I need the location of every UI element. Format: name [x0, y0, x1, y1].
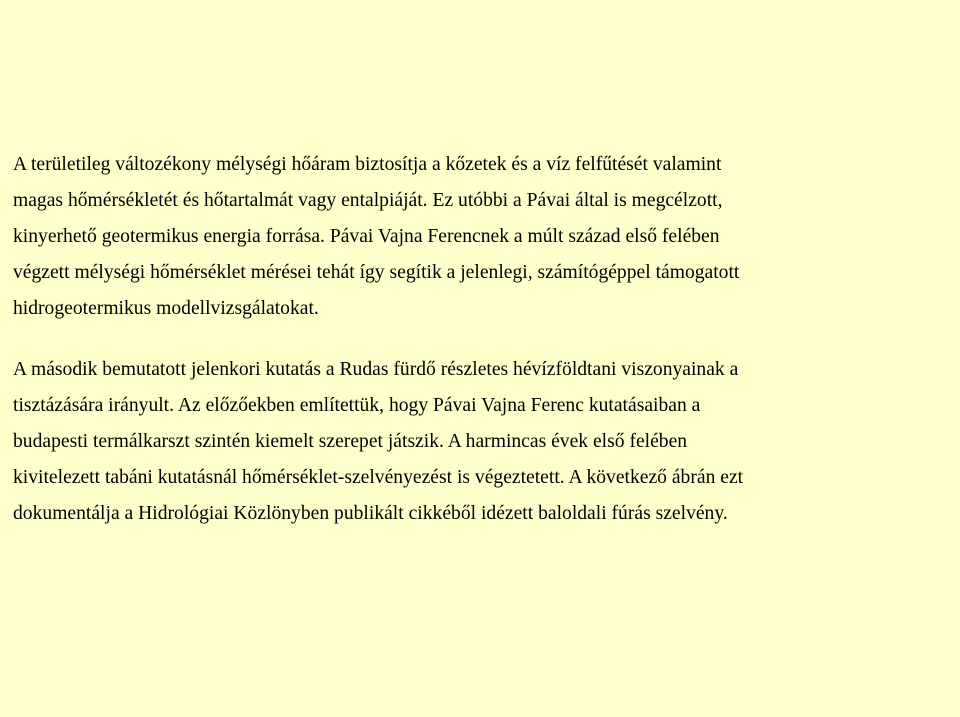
paragraph-line: kivitelezett tabáni kutatásnál hőmérséklet-szelvényezést is végeztetett. A következő ábrán ezt	[13, 467, 744, 488]
paragraph-line: hidrogeotermikus modellvizsgálatokat.	[13, 298, 319, 319]
paragraph-line: budapesti termálkarszt szintén kiemelt szerepet játszik. A harmincas évek első felében	[13, 431, 688, 452]
paragraph-geothermal-heat-flow	[13, 147, 943, 327]
paragraph-line: tisztázására irányult. Az előzőekben említettük, hogy Pávai Vajna Ferenc kutatásaiban a	[13, 395, 701, 416]
paragraph-line: végzett mélységi hőmérséklet mérései tehát így segítik a jelenlegi, számítógéppel támogatott	[13, 262, 740, 283]
paragraph-line: kinyerhető geotermikus energia forrása. Pávai Vajna Ferencnek a múlt század első felében	[13, 226, 720, 247]
paragraph-line: magas hőmérsékletét és hőtartalmát vagy entalpiáját. Ez utóbbi a Pávai által is megcélzott,	[13, 190, 723, 211]
paragraph-rudas-research	[13, 352, 943, 532]
paragraph-line: A második bemutatott jelenkori kutatás a Rudas fürdő részletes hévízföldtani viszonyainak a	[13, 359, 739, 380]
paragraph-line: dokumentálja a Hidrológiai Közlönyben publikált cikkéből idézett baloldali fúrás szelvény.	[13, 503, 728, 524]
paragraph-line: A területileg változékony mélységi hőáram biztosítja a kőzetek és a víz felfűtését valamint	[13, 154, 722, 175]
